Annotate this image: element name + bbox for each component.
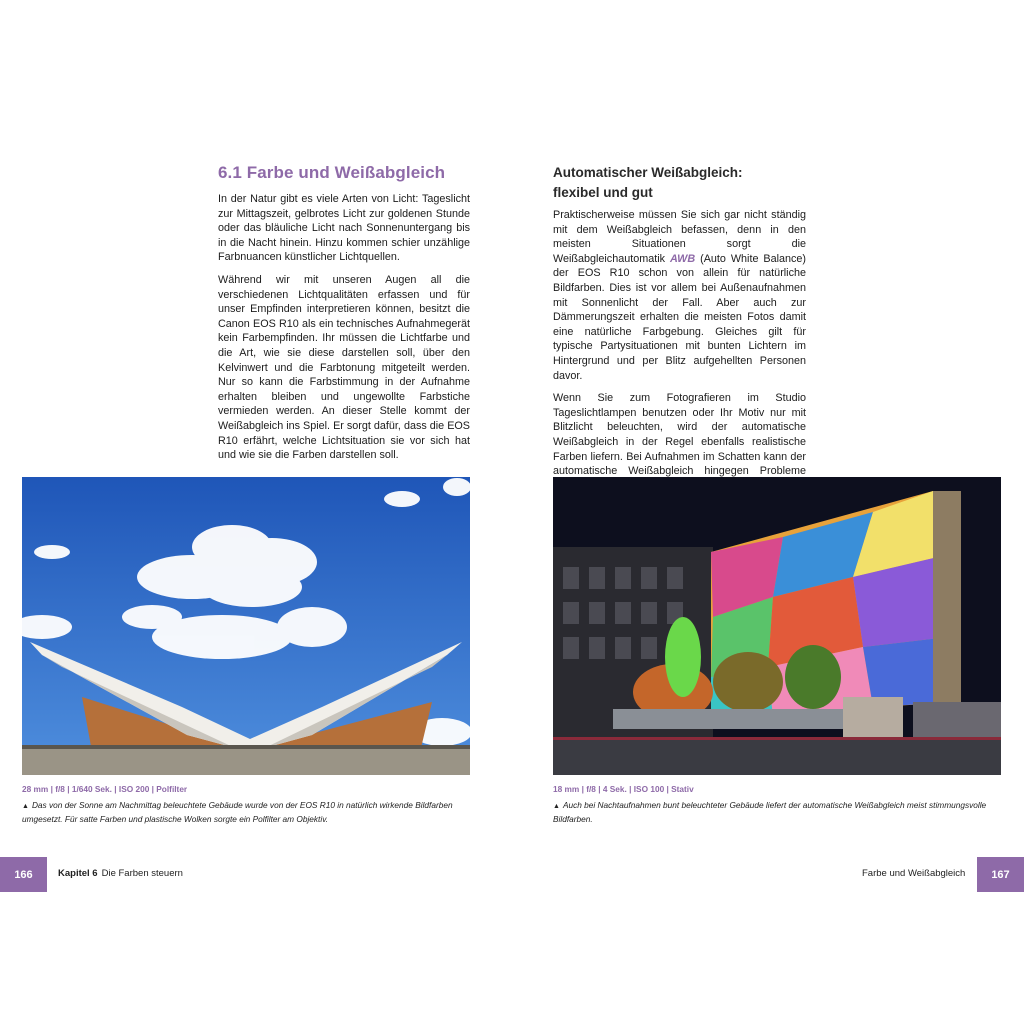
caption-text: Das von der Sonne am Nachmittag beleuchtete Gebäude wurde von der EOS R10 in natürlich wirkende Bildfarben umgesetzt. Für satte Farben und plastische Wolken sorgte ein Polfilter am Objektiv. — [22, 800, 453, 824]
caption-triangle-icon: ▲ — [553, 803, 560, 810]
heading-line: Automatischer Weißabgleich: — [553, 165, 743, 180]
right-body-text — [553, 208, 806, 501]
page-number: 167 — [977, 857, 1024, 892]
caption-triangle-icon: ▲ — [22, 803, 29, 810]
section-heading: 6.1 Farbe und Weißabgleich — [218, 163, 446, 182]
paragraph: Wenn Sie zum Fotografieren im Studio Tageslichtlampen benutzen oder Ihr Motiv nur mit Blitzlicht beleuchten, wird der automatische Weißabgleich in der Regel ebenfalls realistische Farben liefern. Bei Aufnahmen im Schatten kann der automatische Weißabgleich hingegen Probleme — [553, 392, 806, 478]
heading-line: flexibel und gut — [553, 185, 653, 200]
caption-text: Auch bei Nachtaufnahmen bunt beleuchteter Gebäude liefert der automatische Weißabgleich meist stimmungsvolle Bildfarben. — [553, 800, 987, 824]
paragraph: Während wir mit unseren Augen all die verschiedenen Lichtqualitäten erfassen und für unser Empfinden interpretieren können, besitzt die Canon EOS R10 als ein technisches Aufnahmegerät kein Farbempfinden. Ihr müssen die Lichtfarbe und die Art, wie sie diese darstellen soll, über den Kelvinwert und die Farbtonung mitgeteilt werden. Nur so kann die Farbstimmung in der Aufnahme erhalten bleiben und ungewollte Farbstiche vermieden werden. An dieser Stelle kommt der Weißabgleich ins Spiel. Er sorgt dafür, dass die EOS R10 erfährt, welche Lichtsituation sie vor sich hat und wie sie die Farben darstellen soll. — [218, 273, 470, 462]
awb-term: AWB — [669, 252, 696, 265]
building-photo — [22, 477, 470, 775]
photo-exif: 28 mm | f/8 | 1/640 Sek. | ISO 200 | Polfilter — [22, 784, 188, 794]
photo-caption — [22, 799, 470, 825]
running-footer-title: Farbe und Weißabgleich — [862, 868, 966, 879]
paragraph — [553, 208, 806, 383]
text-run: Praktischerweise müssen Sie sich gar nicht ständig mit dem Weißabgleich befassen, denn in den meisten Situationen sorgt die Weißabgleichautomatik — [553, 209, 806, 265]
subsection-heading — [553, 163, 813, 203]
left-body-text — [218, 192, 470, 471]
chapter-label: Kapitel 6 — [58, 868, 98, 879]
chapter-title: Die Farben steuern — [101, 868, 183, 879]
page-number: 166 — [0, 857, 47, 892]
text-run: (Auto White Balance) der EOS R10 schon von allein für natürliche Bildfarben. Dies ist vor allem bei Außenaufnahmen mit Sonnenlicht der Fall. Aber auch zur Dämmerungszeit erhalten die meisten Fotos damit eine natürliche Farbgebung. Gleiches gilt für typische Partysituationen mit bunten Lichtern im Hintergrund und per Blitz aufgehellten Personen davor. — [553, 252, 806, 382]
photo-caption — [553, 799, 1001, 825]
photo-exif: 18 mm | f/8 | 4 Sek. | ISO 100 | Stativ — [553, 784, 694, 794]
running-footer — [58, 868, 183, 879]
night-building-photo — [553, 477, 1001, 775]
paragraph: In der Natur gibt es viele Arten von Licht: Tageslicht zur Mittagszeit, gelbrotes Licht zur goldenen Stunde oder das bläuliche Licht nach Sonnenuntergang bis in die Nacht hinein. Hinzu kommen schier unzählige Farbnuancen künstlicher Lichtquellen. — [218, 193, 470, 264]
